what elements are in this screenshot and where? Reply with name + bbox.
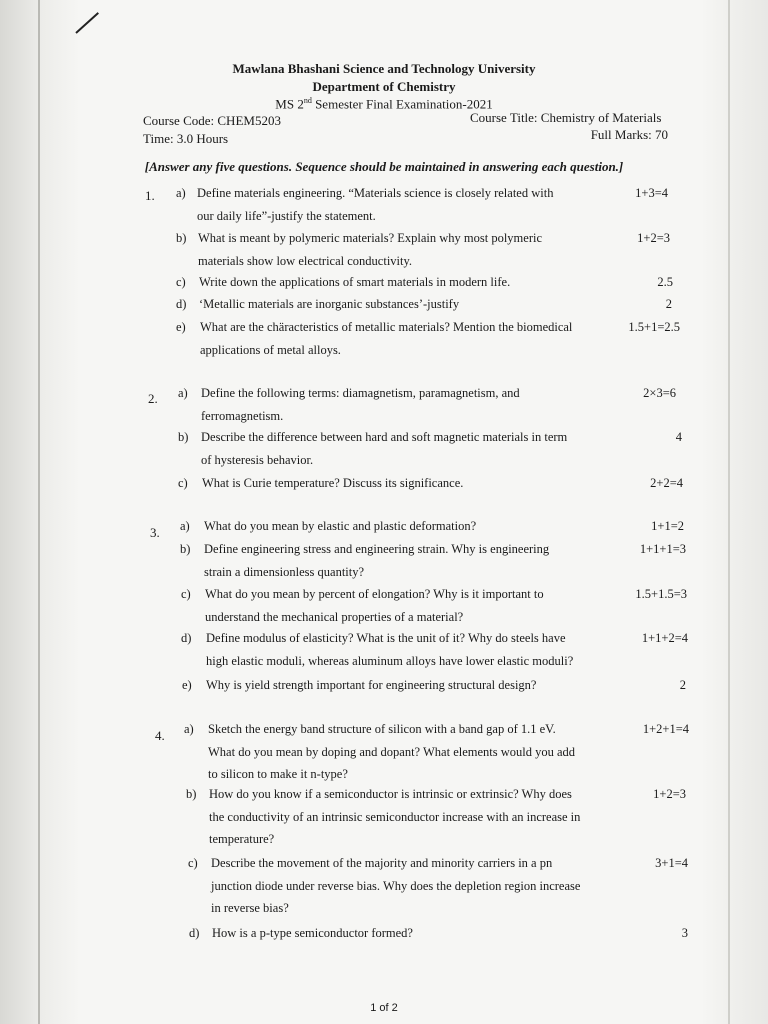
question-text-line: How do you know if a semiconductor is intrinsic or extrinsic? Why does bbox=[209, 787, 572, 801]
part-marks: 1+1=2 bbox=[651, 519, 684, 533]
part-label: a) bbox=[180, 519, 190, 533]
question-text-line: to silicon to make it n-type? bbox=[208, 767, 348, 781]
part-label: d) bbox=[189, 926, 200, 940]
part-label: b) bbox=[176, 231, 187, 245]
question-text-line: What do you mean by doping and dopant? What elements would you add bbox=[208, 744, 576, 759]
exam-time: Time: 3.0 Hours bbox=[143, 131, 229, 146]
part-label: a) bbox=[176, 186, 186, 200]
part-marks: 1+1+1=3 bbox=[639, 542, 686, 556]
question-text-line: temperature? bbox=[209, 832, 275, 846]
part-marks: 1+1+2=4 bbox=[641, 631, 688, 645]
part-marks: 4 bbox=[675, 430, 682, 444]
exam-title: MS 2nd Semester Final Examination-2021 bbox=[275, 96, 493, 112]
part-label: d) bbox=[181, 631, 192, 645]
part-marks: 1.5+1.5=3 bbox=[635, 587, 687, 601]
question-text-line: the conductivity of an intrinsic semiconductor increase with an increase in bbox=[209, 809, 581, 824]
question-number: 4. bbox=[155, 728, 165, 743]
pen-mark bbox=[75, 12, 99, 34]
page-right-edge bbox=[728, 0, 730, 1024]
department-name: Department of Chemistry bbox=[312, 79, 456, 94]
question-text-line: What do you mean by elastic and plastic deformation? bbox=[204, 519, 477, 533]
question-text-line: applications of metal alloys. bbox=[200, 342, 341, 357]
question-text-line: Define the following terms: diamagnetism, paramagnetism, and bbox=[201, 386, 520, 400]
question-text-line: Write down the applications of smart materials in modern life. bbox=[199, 275, 511, 289]
part-label: a) bbox=[184, 722, 194, 736]
page-left-edge bbox=[38, 0, 40, 1024]
question-text-line: How is a p-type semiconductor formed? bbox=[212, 926, 413, 940]
part-label: b) bbox=[186, 787, 197, 801]
part-label: c) bbox=[181, 587, 191, 601]
question-text-line: strain a dimensionless quantity? bbox=[204, 564, 365, 579]
part-label: c) bbox=[176, 275, 186, 289]
question-text-line: in reverse bias? bbox=[211, 901, 289, 915]
question-text-line: Sketch the energy band structure of silicon with a band gap of 1.1 eV. bbox=[208, 722, 556, 736]
part-marks: 1+2=3 bbox=[637, 231, 670, 245]
question-text-line: What is Curie temperature? Discuss its significance. bbox=[202, 476, 464, 490]
question-text-line: Why is yield strength important for engineering structural design? bbox=[206, 678, 537, 692]
part-marks: 3 bbox=[681, 926, 688, 940]
part-marks: 1.5+1=2.5 bbox=[628, 320, 680, 334]
instructions: [Answer any five questions. Sequence should be maintained in answering each question.] bbox=[144, 159, 624, 174]
part-marks: 3+1=4 bbox=[655, 856, 688, 870]
university-name: Mawlana Bhashani Science and Technology University bbox=[232, 61, 536, 76]
question-text-line: ferromagnetism. bbox=[201, 408, 284, 423]
part-label: a) bbox=[178, 386, 188, 400]
question-text-line: Define materials engineering. “Materials science is closely related with bbox=[197, 186, 554, 200]
part-label: e) bbox=[182, 678, 192, 692]
part-marks: 1+3=4 bbox=[635, 186, 668, 200]
part-marks: 1+2=3 bbox=[653, 787, 686, 801]
full-marks: Full Marks: 70 bbox=[590, 127, 668, 142]
part-marks: 2.5 bbox=[657, 275, 673, 289]
question-text-line: of hysteresis behavior. bbox=[201, 452, 314, 467]
part-label: d) bbox=[176, 297, 187, 311]
question-text-line: Define modulus of elasticity? What is the unit of it? Why do steels have bbox=[206, 631, 566, 645]
question-text-line: What is meant by polymeric materials? Explain why most polymeric bbox=[198, 231, 543, 245]
question-text-line: materials show low electrical conductivity. bbox=[198, 253, 413, 268]
part-marks: 2+2=4 bbox=[650, 476, 683, 490]
question-number: 3. bbox=[150, 525, 160, 540]
part-marks: 2×3=6 bbox=[643, 386, 676, 400]
question-text-line: ‘Metallic materials are inorganic substances’-justify bbox=[199, 297, 460, 311]
question-text-line: Describe the movement of the majority and minority carriers in a pn bbox=[211, 856, 553, 870]
part-label: b) bbox=[178, 430, 189, 444]
question-text-line: What do you mean by percent of elongation? Why is it important to bbox=[205, 587, 544, 601]
part-label: e) bbox=[176, 320, 186, 334]
question-text-line: high elastic moduli, whereas aluminum alloys have lower elastic moduli? bbox=[206, 653, 574, 668]
part-label: c) bbox=[188, 856, 198, 870]
course-title: Course Title: Chemistry of Materials bbox=[470, 110, 662, 125]
page-number: 1 of 2 bbox=[370, 1002, 398, 1014]
question-text-line: our daily life”-justify the statement. bbox=[197, 208, 376, 223]
part-marks: 2 bbox=[665, 297, 672, 311]
part-label: b) bbox=[180, 542, 191, 556]
question-text-line: What are the chäracteristics of metallic materials? Mention the biomedical bbox=[200, 320, 573, 334]
question-text-line: understand the mechanical properties of a material? bbox=[205, 609, 464, 624]
part-label: c) bbox=[178, 476, 188, 490]
part-marks: 2 bbox=[679, 678, 686, 692]
question-number: 2. bbox=[148, 391, 158, 406]
question-text-line: Describe the difference between hard and soft magnetic materials in term bbox=[201, 430, 568, 444]
course-code: Course Code: CHEM5203 bbox=[143, 113, 281, 128]
part-marks: 1+2+1=4 bbox=[642, 722, 689, 736]
question-number: 1. bbox=[145, 188, 155, 203]
question-text-line: Define engineering stress and engineering strain. Why is engineering bbox=[204, 542, 550, 556]
question-text-line: junction diode under reverse bias. Why does the depletion region increase bbox=[211, 878, 581, 893]
